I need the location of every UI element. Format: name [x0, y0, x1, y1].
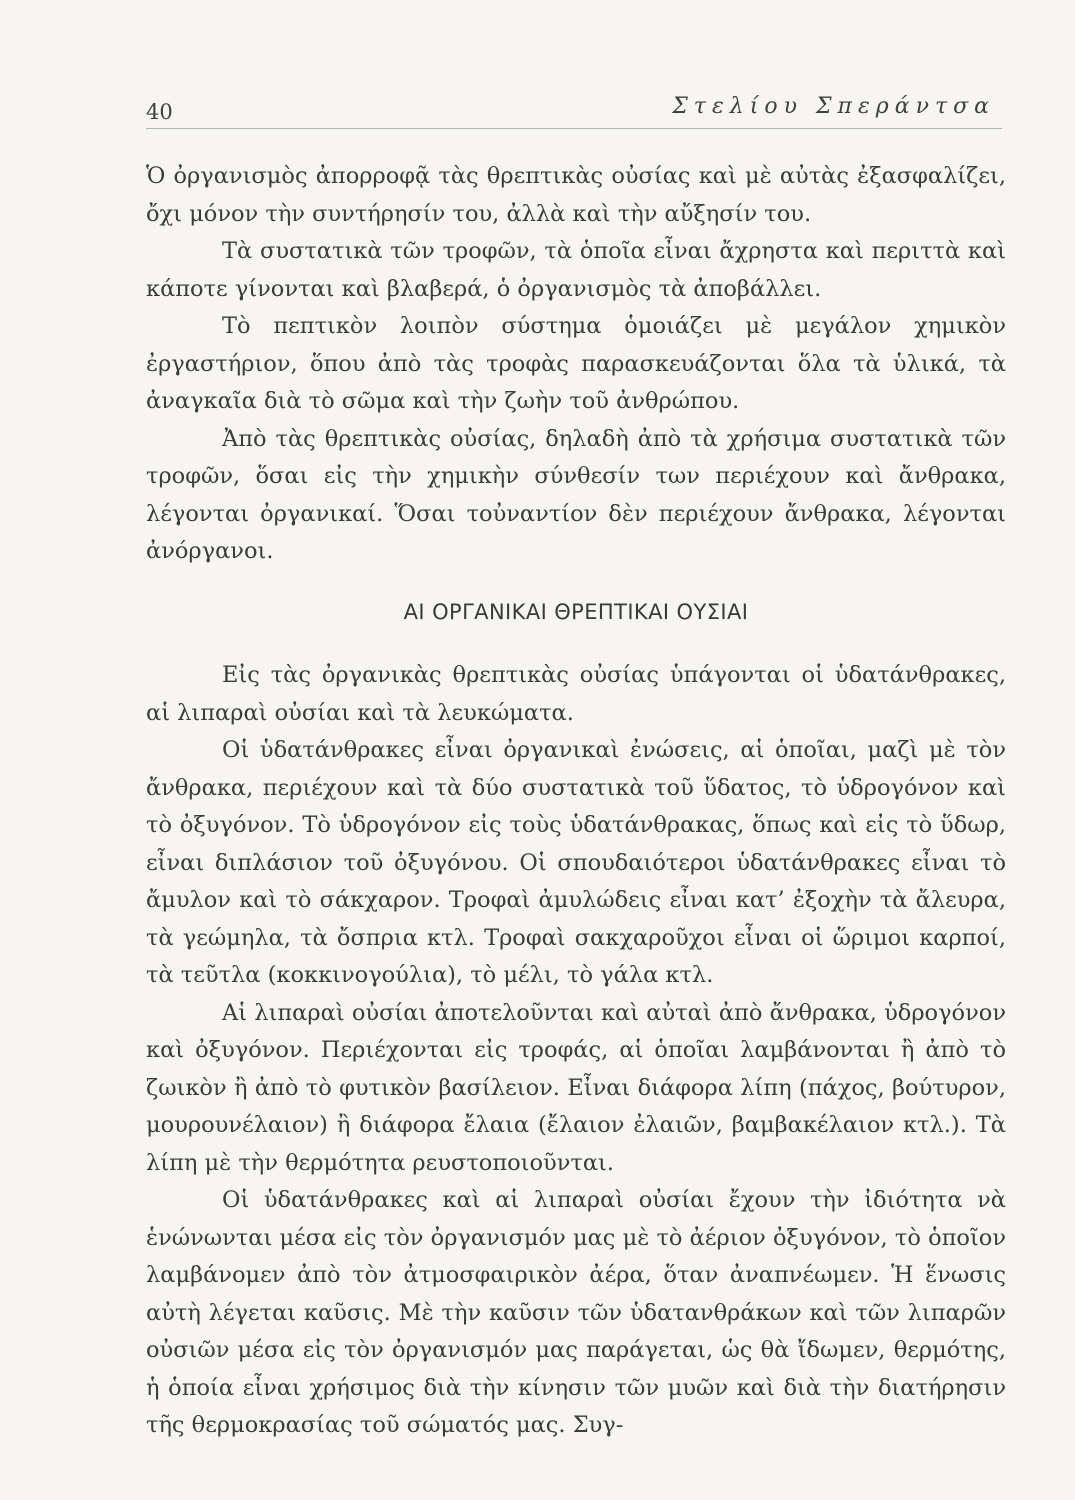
section-text-block: [146, 600, 1006, 1445]
paragraph: Οἱ ὑδατάνθρακες εἶναι ὀργανικαὶ ἐνώσεις, αἱ ὁποῖαι, μαζὶ μὲ τὸν ἄνθρακα, περιέχουν καὶ τὰ δύο συστατικὰ τοῦ ὕδατος, τὸ ὑδρογόνον καὶ τὸ ὀξυγόνον. Τὸ ὑδρογόνον εἰς τοὺς ὑδατάνθρακας, ὅπως καὶ εἰς τὸ ὕδωρ, εἶναι διπλάσιον τοῦ ὀξυγόνου. Οἱ σπουδαιότεροι ὑδατάνθρακες εἶναι τὸ ἄμυλον καὶ τὸ σάκχαρον. Τροφαὶ ἀμυλώδεις εἶναι κατ’ ἐξοχὴν τὰ ἄλευρα, τὰ γεώμηλα, τὰ ὄσπρια κτλ. Τροφαὶ σακχαροῦχοι εἶναι οἱ ὥριμοι καρποί, τὰ τεῦτλα (κοκκινογούλια), τὸ μέλι, τὸ γάλα κτλ.: [146, 737, 1006, 988]
page-number: 40: [146, 100, 173, 124]
paragraph: Ἀπὸ τὰς θρεπτικὰς οὐσίας, δηλαδὴ ἀπὸ τὰ χρήσιμα συστατικὰ τῶν τροφῶν, ὅσαι εἰς τὴν χημικὴν σύνθεσίν των περιέχουν καὶ ἄνθρακα, λέγονται ὀργανικαί. Ὅσαι τοὐναντίον δὲν περιέχουν ἄνθρακα, λέγονται ἀνόργανοι.: [146, 425, 1006, 564]
section-heading: ΑΙ ΟΡΓΑΝΙΚΑΙ ΘΡΕΠΤΙΚΑΙ ΟΥΣΙΑΙ: [403, 600, 749, 624]
paragraph: Εἰς τὰς ὀργανικὰς θρεπτικὰς οὐσίας ὑπάγονται οἱ ὑδατάνθρακες, αἱ λιπαραὶ οὐσίαι καὶ τὰ λευκώματα.: [146, 662, 1006, 726]
paragraph: Τὸ πεπτικὸν λοιπὸν σύστημα ὁμοιάζει μὲ μεγάλον χημικὸν ἐργαστήριον, ὅπου ἀπὸ τὰς τροφὰς παρασκευάζονται ὅλα τὰ ὑλικά, τὰ ἀναγκαῖα διὰ τὸ σῶμα καὶ τὴν ζωὴν τοῦ ἀνθρώπου.: [146, 313, 1006, 414]
paragraph: Αἱ λιπαραὶ οὐσίαι ἀποτελοῦνται καὶ αὐταὶ ἀπὸ ἄνθρακα, ὑδρογόνον καὶ ὀξυγόνον. Περιέχονται εἰς τροφάς, αἱ ὁποῖαι λαμβάνονται ἢ ἀπὸ τὸ ζωικὸν ἢ ἀπὸ τὸ φυτικὸν βασίλειον. Εἶναι διάφορα λίπη (πάχος, βούτυρον, μουρουνέλαιον) ἢ διάφορα ἔλαια (ἔλαιον ἐλαιῶν, βαμβακέλαιον κτλ.). Τὰ λίπη μὲ τὴν θερμότητα ρευστοποιοῦνται.: [146, 999, 1006, 1176]
intro-text-block: [146, 158, 1006, 571]
paragraph: Ὁ ὀργανισμὸς ἀπορροφᾷ τὰς θρεπτικὰς οὐσίας καὶ μὲ αὐτὰς ἐξασφαλίζει, ὄχι μόνον τὴν συντήρησίν του, ἀλλὰ καὶ τὴν αὔξησίν του.: [146, 163, 1006, 227]
header-rule: [146, 128, 1002, 129]
running-title: Στελίου Σπεράντσα: [672, 94, 995, 119]
paragraph: Οἱ ὑδατάνθρακες καὶ αἱ λιπαραὶ οὐσίαι ἔχουν τὴν ἰδιότητα νὰ ἑνώνωνται μέσα εἰς τὸν ὀργανισμόν μας μὲ τὸ ἀέριον ὀξυγόνον, τὸ ὁποῖον λαμβάνομεν ἀπὸ τὸν ἀτμοσφαιρικὸν ἀέρα, ὅταν ἀναπνέωμεν. Ἡ ἕνωσις αὐτὴ λέγεται καῦσις. Μὲ τὴν καῦσιν τῶν ὑδατανθράκων καὶ τῶν λιπαρῶν οὐσιῶν μέσα εἰς τὸν ὀργανισμόν μας παράγεται, ὡς θὰ ἴδωμεν, θερμότης, ἡ ὁποία εἶναι χρήσιμος διὰ τὴν κίνησιν τῶν μυῶν καὶ διὰ τὴν διατήρησιν τῆς θερμοκρασίας τοῦ σώματός μας. Συγ-: [146, 1187, 1006, 1438]
paragraph: Τὰ συστατικὰ τῶν τροφῶν, τὰ ὁποῖα εἶναι ἄχρηστα καὶ περιττὰ καὶ κάποτε γίνονται καὶ βλαβερά, ὁ ὀργανισμὸς τὰ ἀποβάλλει.: [146, 238, 1006, 302]
